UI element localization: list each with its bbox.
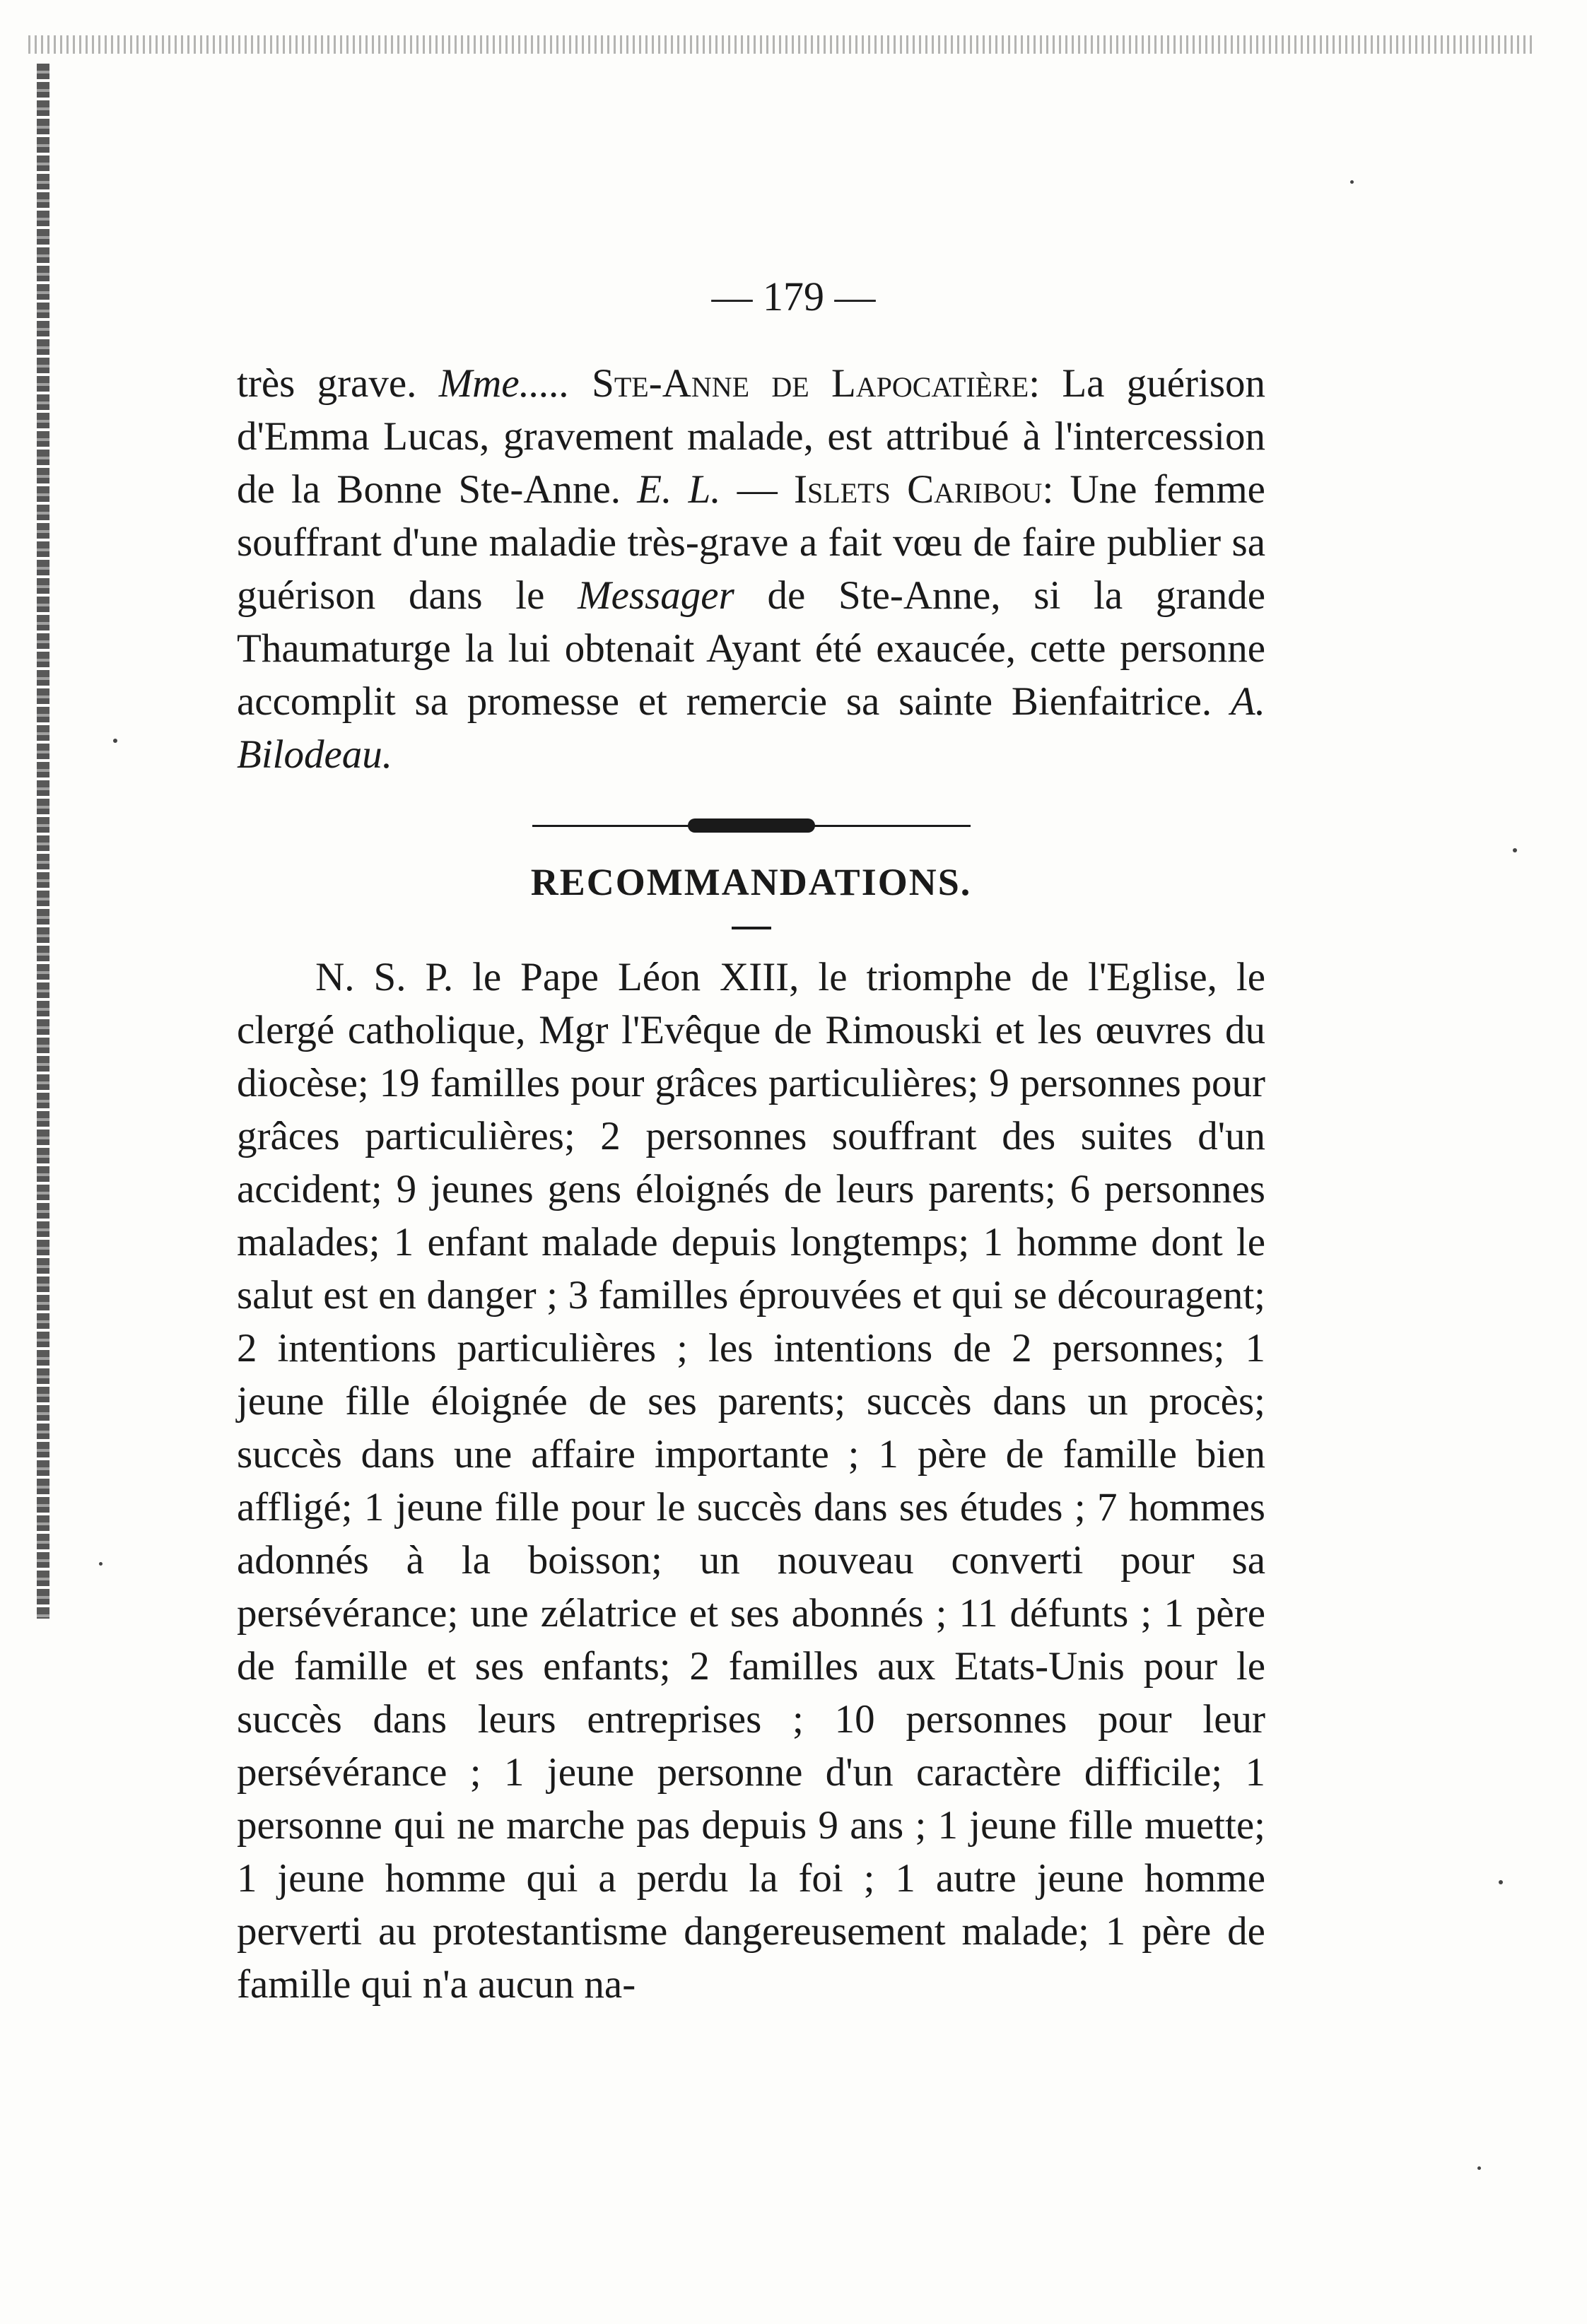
page-body bbox=[237, 357, 1265, 2011]
scan-speck bbox=[1499, 1880, 1503, 1884]
place-name: — Islets Caribou bbox=[737, 467, 1043, 512]
page-number: — 179 — bbox=[711, 274, 876, 319]
text-run: très grave. bbox=[237, 361, 417, 406]
scan-speck bbox=[1513, 848, 1517, 852]
testimonials-paragraph bbox=[237, 357, 1265, 781]
text-run: de Ste-Anne, si la grande Thaumaturge la lui obtenait Ayant été exaucée, cette personne accomplit sa promesse et remercie sa sainte Bienfaitrice. bbox=[237, 573, 1265, 724]
publication-title: Messager bbox=[578, 573, 734, 618]
signature-initials: E. L. bbox=[637, 467, 721, 512]
recommendations-paragraph: N. S. P. le Pape Léon XIII, le triomphe de l'Eglise, le clergé catholique, Mgr l'Evêque de Rimouski et les œuvres du diocèse; 19 familles pour grâces particulières; 9 personnes pour grâces particulières; 2 personnes souffrant des suites d'un accident; 9 jeunes gens éloignés de leurs parents; 6 personnes malades; 1 enfant malade depuis longtemps; 1 homme dont le salut est en danger ; 3 familles éprouvées et qui se découragent; 2 intentions particulières ; les intentions de 2 personnes; 1 jeune fille éloignée de ses parents; succès dans un procès; succès dans une affaire importante ; 1 père de famille bien affligé; 1 jeune fille pour le succès dans ses études ; 7 hommes adonnés à la boisson; un nouveau converti pour sa persévérance; une zélatrice et ses abonnés ; 11 défunts ; 1 père de famille et ses enfants; 2 familles aux Etats-Unis pour le succès dans leurs entreprises ; 10 personnes pour leur persévérance ; 1 jeune personne d'un caractère difficile; 1 personne qui ne marche pas depuis 9 ans ; 1 jeune fille muette; 1 jeune homme qui a perdu la foi ; 1 autre jeune homme perverti au protestantisme dangereusement malade; 1 père de famille qui n'a aucun na- bbox=[237, 955, 1265, 2007]
section-heading: RECOMMANDATIONS. bbox=[530, 861, 972, 903]
scan-speck bbox=[1350, 180, 1354, 184]
page-top-edge bbox=[28, 35, 1534, 54]
heading-rule bbox=[732, 927, 771, 929]
place-name: Ste-Anne de Lapocatière bbox=[592, 361, 1029, 406]
ornamental-separator bbox=[532, 815, 971, 836]
scan-speck bbox=[99, 1562, 103, 1566]
scan-speck bbox=[1477, 2166, 1481, 2170]
signature-initials: Mme..... bbox=[438, 361, 570, 406]
signature-name: A. Bilodeau. bbox=[237, 679, 1265, 777]
separator-ornament bbox=[688, 818, 815, 833]
text-run: : Une femme souffrant d'une maladie très-grave a fait vœu de faire publier sa guérison dans le bbox=[237, 467, 1265, 618]
scan-speck bbox=[113, 739, 117, 743]
text-run: : La guérison d'Emma Lucas, gravement malade, est attribué à l'intercession de la Bonne Ste-Anne. bbox=[237, 361, 1266, 512]
